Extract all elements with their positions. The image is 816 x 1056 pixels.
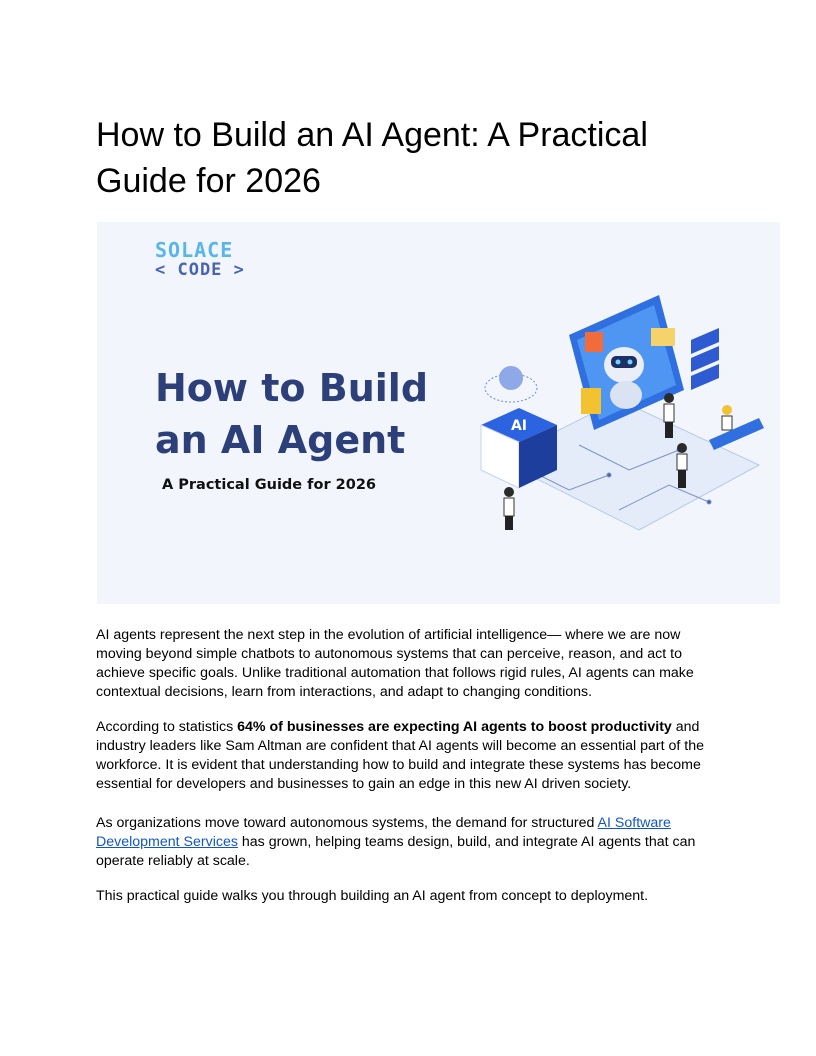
ai-badge-text: AI [510,418,528,434]
paragraph-guide-summary: This practical guide walks you through building an AI agent from concept to deployment. [96,888,649,904]
statistics-highlight: 64% of businesses are expecting AI agents to boost productivity [237,719,672,735]
ai-software-development-services-link[interactable]: AI Software Development Services [96,815,671,850]
page-title: How to Build an AI Agent: A Practical Guide for 2026 [96,116,648,200]
paragraph-statistics [96,718,720,794]
services-lead-text: As organizations move toward autonomous systems, the demand for structured [96,815,598,831]
brand-logo [155,238,285,284]
paragraph-services [96,814,720,871]
ai-agent-illustration-icon [469,270,769,570]
logo-top-text: SOLACE [155,238,234,262]
hero-subheading: A Practical Guide for 2026 [162,477,377,493]
services-trailing-text: has grown, helping teams design, build, and integrate AI agents that can operate reliably at scale. [96,834,696,869]
statistics-trailing-text: and industry leaders like Sam Altman are confident that AI agents will become an essential part of the workforce. It is evident that understanding how to build and integrate these systems has become essential for developers and businesses to gain an edge in this new AI driven society. [96,719,705,792]
hero-heading: How to Build an AI Agent [155,366,429,462]
statistics-lead-text: According to statistics [96,719,238,735]
article-body [96,626,720,922]
logo-bottom-text: < CODE > [155,260,245,280]
paragraph-intro: AI agents represent the next step in the evolution of artificial intelligence— where we are now moving beyond simple chatbots to autonomous systems that can perceive, reason, and act to achieve specific goals. Unlike traditional automation that follows rigid rules, AI agents can make contextual decisions, learn from interactions, and adapt to changing conditions. [96,627,694,700]
hero-banner [97,222,780,604]
